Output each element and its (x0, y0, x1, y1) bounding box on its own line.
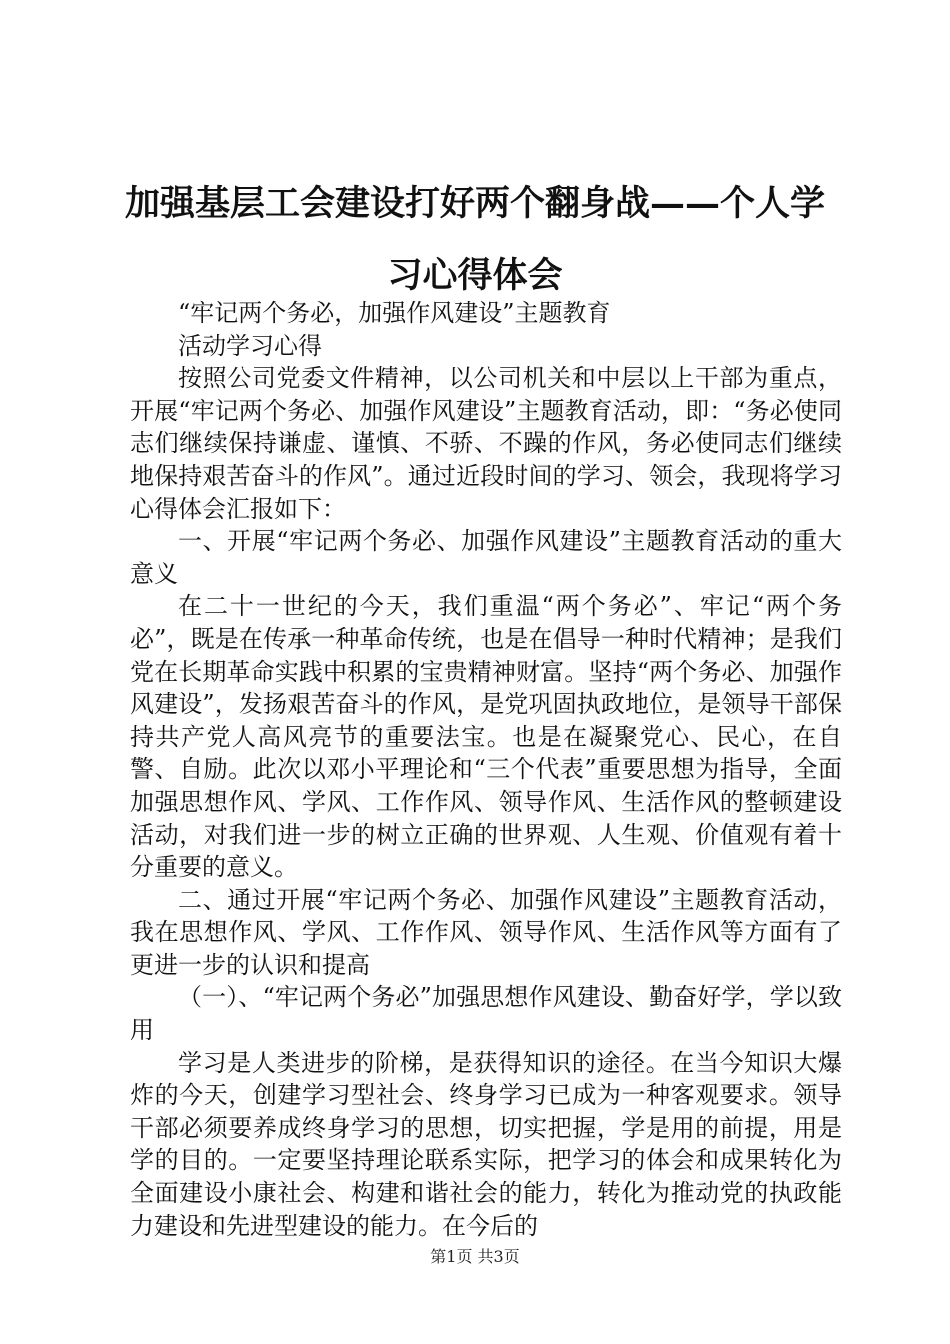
paragraph: （一）、“牢记两个务必”加强思想作风建设、勤奋好学，学以致用 (130, 983, 842, 1045)
paragraph: 二、通过开展“牢记两个务必、加强作风建设”主题教育活动，我在思想作风、学风、工作作风、领导作风、生活作风等方面有了更进一步的认识和提高 (130, 885, 842, 979)
page-footer: 第1页 共3页 (430, 1247, 520, 1266)
document-body (130, 297, 842, 1242)
paragraph: 学习是人类进步的阶梯，是获得知识的途径。在当今知识大爆炸的今天，创建学习型社会、终身学习已成为一种客观要求。领导干部必须要养成终身学习的思想，切实把握，学是用的前提，用是学的目的。一定要坚持理论联系实际，把学习的体会和成果转化为全面建设小康社会、构建和谐社会的能力，转化为推动党的执政能力建设和先进型建设的能力。在今后的 (130, 1048, 842, 1240)
paragraph: “牢记两个务必，加强作风建设”主题教育 (178, 299, 611, 327)
paragraph: 一、开展“牢记两个务必、加强作风建设”主题教育活动的重大意义 (130, 527, 842, 588)
paragraph: 按照公司党委文件精神，以公司机关和中层以上干部为重点，开展“牢记两个务必、加强作风建设”主题教育活动，即：“务必使同志们继续保持谦虚、谨慎、不骄、不躁的作风，务必使同志们继续地保持艰苦奋斗的作风”。通过近段时间的学习、领会，我现将学习心得体会汇报如下： (130, 364, 842, 523)
paragraph: 在二十一世纪的今天，我们重温“两个务必”、牢记“两个务必”，既是在传承一种革命传统，也是在倡导一种时代精神；是我们党在长期革命实践中积累的宝贵精神财富。坚持“两个务必、加强作风建设”，发扬艰苦奋斗的作风，是党巩固执政地位，是领导干部保持共产党人高风亮节的重要法宝。也是在凝聚党心、民心，在自警、自励。此次以邓小平理论和“三个代表”重要思想为指导，全面加强思想作风、学风、工作作风、领导作风、生活作风的整顿建设活动，对我们进一步的树立正确的世界观、人生观、价值观有着十分重要的意义。 (130, 592, 842, 882)
paragraph: 活动学习心得 (178, 331, 322, 360)
document-title: 加强基层工会建设打好两个翻身战——个人学习心得体会 (124, 183, 825, 296)
